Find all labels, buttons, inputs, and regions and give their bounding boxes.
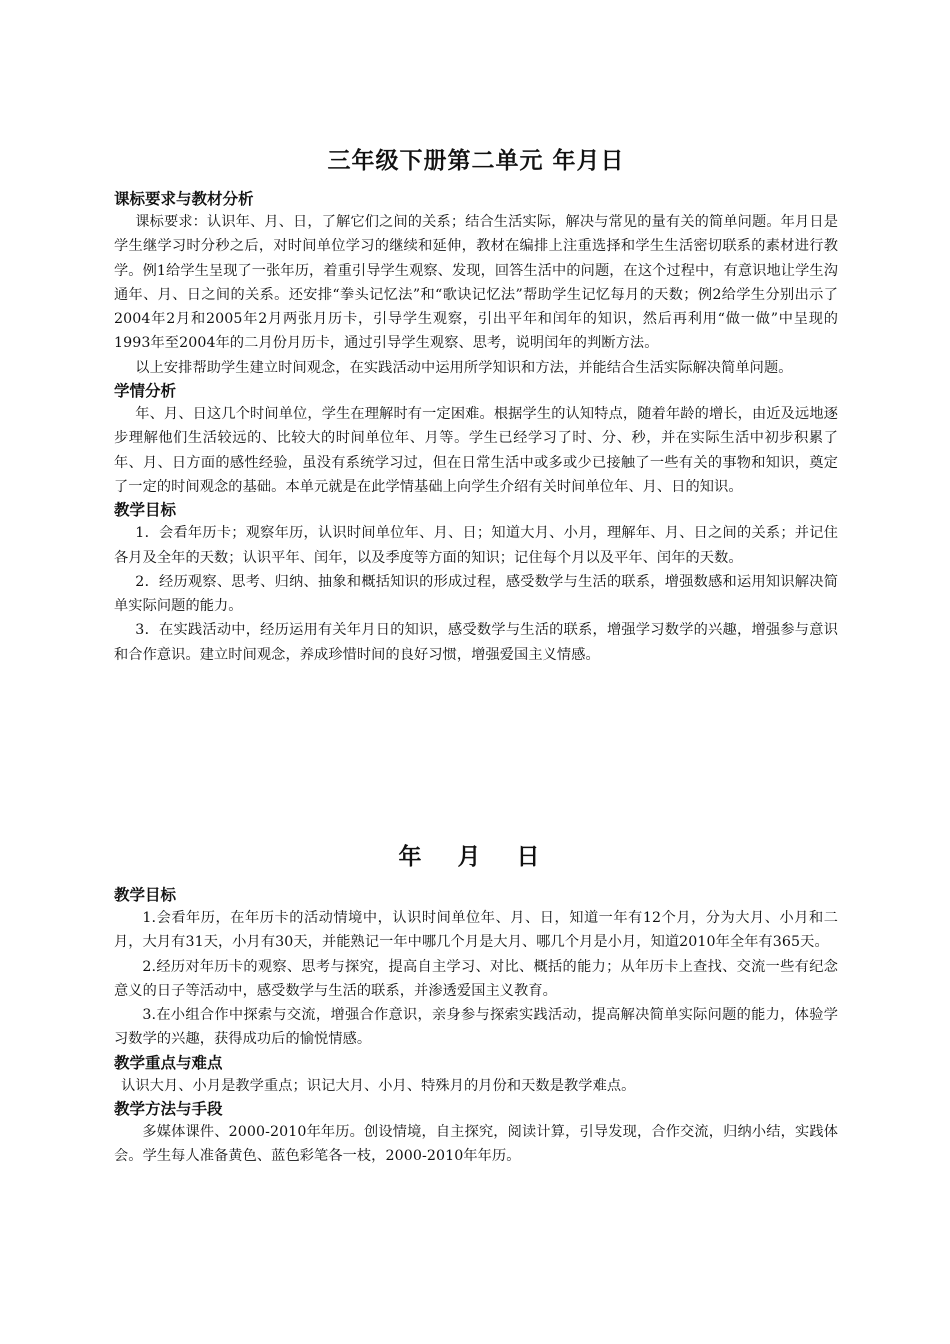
section-heading-lesson-goals: 教学目标 bbox=[114, 886, 177, 904]
paragraph-goal-2: 2．经历观察、思考、归纳、抽象和概括知识的形成过程，感受数学与生活的联系，增强数感和运用知识解决简单实际问题的能力。 bbox=[114, 573, 838, 615]
unit-overview bbox=[114, 146, 838, 667]
section-heading-student-analysis: 学情分析 bbox=[114, 382, 177, 401]
paragraph-curriculum-2: 以上安排帮助学生建立时间观念，在实践活动中运用所学知识和方法，并能结合生活实际解决简单问题。 bbox=[135, 359, 793, 376]
paragraph-curriculum-1: 课标要求：认识年、月、日，了解它们之间的关系；结合生活实际，解决与常见的量有关的简单问题。年月日是学生继学习时分秒之后，对时间单位学习的继续和延伸，教材在编排上注重选择和学生生活密切联系的素材进行教学。例1给学生呈现了一张年历，着重引导学生观察、发现，回答生活中的问题，在这个过程中，有意识地让学生沟通年、月、日之间的关系。还安排“拳头记忆法”和“歌诀记忆法”帮助学生记忆每月的天数；例2给学生分别出示了2004年2月和2005年2月两张月历卡，引导学生观察，引出平年和闰年的知识，然后再利用“做一做”中呈现的1993年至2004年的二月份月历卡，通过引导学生观察、思考，说明闰年的判断方法。 bbox=[114, 214, 838, 352]
paragraph-lesson-goal-1: 1.会看年历，在年历卡的活动情境中，认识时间单位年、月、日，知道一年有12个月，分为大月、小月和二月，大月有31天，小月有30天，并能熟记一年中哪几个月是大月、哪几个月是小月，知道2010年全年有365天。 bbox=[114, 910, 838, 951]
section-heading-curriculum: 课标要求与教材分析 bbox=[114, 190, 254, 208]
lesson-title: 年 月 日 bbox=[398, 844, 554, 870]
section-heading-methods: 教学方法与手段 bbox=[114, 1100, 223, 1119]
unit-title: 三年级下册第二单元 年月日 bbox=[327, 148, 625, 174]
paragraph-student-analysis: 年、月、日这几个时间单位，学生在理解时有一定困难。根据学生的认知特点，随着年龄的增长，由近及远地逐步理解他们生活较远的、比较大的时间单位年、月等。学生已经学习了时、分、秒，并在实际生活中初步积累了年、月、日方面的感性经验，虽没有系统学习过，但在日常生活中或多或少已接触了一些有关的事物和知识，奠定了一定的时间观念的基础。本单元就是在此学情基础上向学生介绍有关时间单位年、月、日的知识。 bbox=[114, 406, 838, 495]
paragraph-goal-3: 3．在实践活动中，经历运用有关年月日的知识，感受数学与生活的联系，增强学习数学的兴趣，增强参与意识和合作意识。建立时间观念，养成珍惜时间的良好习惯，增强爱国主义情感。 bbox=[114, 622, 838, 663]
lesson-plan bbox=[114, 842, 838, 1169]
paragraph-methods: 多媒体课件、2000-2010年年历。创设情境，自主探究，阅读计算，引导发现，合作交流，归纳小结，实践体会。学生每人准备黄色、蓝色彩笔各一枝，2000-2010年年历。 bbox=[114, 1124, 838, 1165]
paragraph-lesson-goal-2: 2.经历对年历卡的观察、思考与探究，提高自主学习、对比、概括的能力；从年历卡上查找、交流一些有纪念意义的日子等活动中，感受数学与生活的联系，并渗透爱国主义教育。 bbox=[114, 958, 838, 999]
paragraph-goal-1: 1．会看年历卡；观察年历，认识时间单位年、月、日；知道大月、小月，理解年、月、日之间的关系；并记住各月及全年的天数；认识平年、闰年，以及季度等方面的知识；记住每个月以及平年、闰年的天数。 bbox=[114, 525, 838, 566]
section-heading-teaching-goals: 教学目标 bbox=[114, 501, 177, 520]
paragraph-lesson-goal-3: 3.在小组合作中探索与交流，增强合作意识，亲身参与探索实践活动，提高解决简单实际问题的能力，体验学习数学的兴趣，获得成功后的愉悦情感。 bbox=[114, 1007, 838, 1048]
paragraph-key-points: 认识大月、小月是教学重点；识记大月、小月、特殊月的月份和天数是教学难点。 bbox=[121, 1077, 636, 1094]
section-heading-key-points: 教学重点与难点 bbox=[114, 1053, 223, 1072]
